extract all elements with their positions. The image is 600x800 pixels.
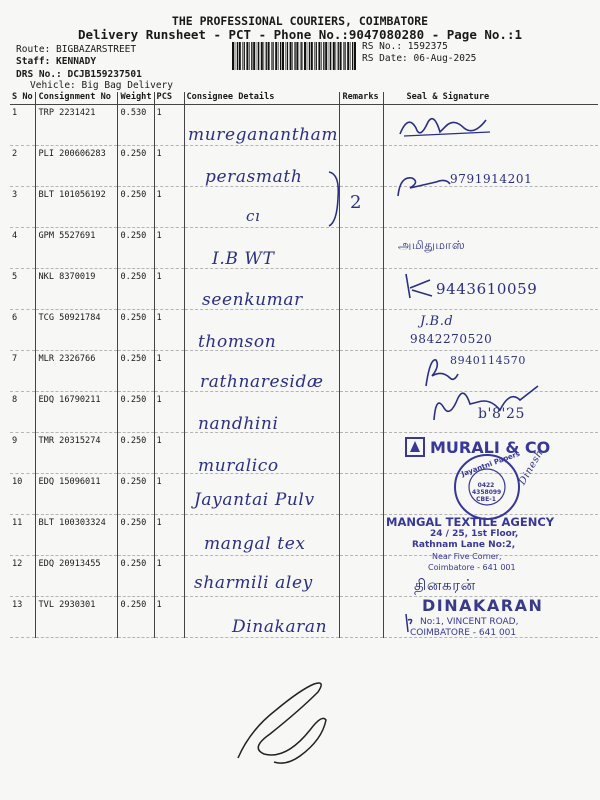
cell-weight: 0.250 [118, 432, 154, 473]
vehicle-label: Vehicle: Big Bag Delivery [30, 80, 173, 91]
handwritten-name: sharmili aley [194, 573, 313, 593]
stamp-dinakaran-title: DINAKARAN [422, 596, 544, 615]
cell-consignment: EDQ 16790211 [36, 391, 118, 432]
phone-number: 9842270520 [410, 332, 493, 346]
cell-sno: 7 [10, 350, 36, 391]
remark-count: 2 [350, 192, 363, 213]
handwritten-name: rathnaresidæ [200, 372, 324, 392]
cell-pcs: 1 [154, 227, 184, 268]
handwritten-name: Jayantai Pulv [194, 490, 315, 510]
cell-sno: 8 [10, 391, 36, 432]
cell-consignment: TVL 2930301 [36, 596, 118, 637]
runsheet-subtitle: Delivery Runsheet - PCT - Phone No.:9047080280 - Page No.:1 [77, 27, 522, 42]
cell-consignment: TCG 50921784 [36, 309, 118, 350]
cell-consignment: BLT 101056192 [36, 186, 118, 227]
cell-consignment: TMR 20315274 [36, 432, 118, 473]
rs-number: RS No.: 1592375 [362, 41, 448, 52]
stamp-dinakaran-address: COIMBATORE - 641 001 [410, 628, 517, 638]
stamp-mangal-address: Coimbatore - 641 001 [428, 563, 516, 572]
cell-remarks [340, 104, 384, 145]
cell-consignment: NKL 8370019 [36, 268, 118, 309]
cell-weight: 0.250 [118, 514, 154, 555]
stamp-mangal-address: Rathnam Lane No:2, [412, 540, 516, 550]
route-label: Route: BIGBAZARSTREET [16, 44, 137, 55]
cell-weight: 0.250 [118, 309, 154, 350]
stamp-jayantni-signature: Dinesh [516, 447, 546, 488]
handwritten-name: perasmath [205, 167, 303, 187]
cell-pcs: 1 [154, 309, 184, 350]
cell-consignment: PLI 200606283 [36, 145, 118, 186]
cell-consignment: TRP 2231421 [36, 104, 118, 145]
stamp-jayantni-ring: Jayantni Papers [460, 449, 522, 479]
handwritten-name: muralico [198, 456, 279, 476]
cell-weight: 0.250 [118, 145, 154, 186]
cell-remarks [340, 391, 384, 432]
cell-sno: 4 [10, 227, 36, 268]
handwritten-name: thomson [198, 332, 277, 352]
table-row [10, 186, 598, 227]
signature-row-3 [394, 170, 454, 200]
table-row [10, 309, 598, 350]
cell-weight: 0.250 [118, 596, 154, 637]
cell-weight: 0.530 [118, 104, 154, 145]
col-consignment: Consignment No [36, 92, 118, 104]
cell-sno: 12 [10, 555, 36, 596]
drs-label: DRS No.: DCJB159237501 [16, 69, 142, 80]
stamp-mangal-title: MANGAL TEXTILE AGENCY [386, 515, 555, 529]
stamp-dinakaran-address: No:1, VINCENT ROAD, [420, 617, 519, 627]
cell-weight: 0.250 [118, 473, 154, 514]
cell-pcs: 1 [154, 432, 184, 473]
cell-consignment: EDQ 15096011 [36, 473, 118, 514]
phone-number: 8940114570 [450, 354, 526, 367]
handwritten-name: cı [246, 207, 261, 225]
cell-sno: 10 [10, 473, 36, 514]
cell-pcs: 1 [154, 596, 184, 637]
cell-remarks [340, 432, 384, 473]
cell-pcs: 1 [154, 145, 184, 186]
cell-sno: 9 [10, 432, 36, 473]
phone-number: 9443610059 [436, 280, 538, 298]
signature-row-1 [394, 110, 494, 144]
cell-consignment: MLR 2326766 [36, 350, 118, 391]
cell-sno: 5 [10, 268, 36, 309]
table-row [10, 227, 598, 268]
stamp-jayantni-center: 0422 4358099 CBE-1 [472, 482, 502, 503]
phone-number: 9791914201 [450, 172, 533, 186]
tamil-signature: தினகரன் [414, 576, 476, 594]
stamp-mangal-address: Near Five Corner, [432, 552, 502, 561]
cell-sno: 11 [10, 514, 36, 555]
signature-row-5 [400, 270, 440, 302]
cell-weight: 0.250 [118, 186, 154, 227]
cell-remarks [340, 596, 384, 637]
handwritten-name: mureganantham [188, 125, 339, 145]
cell-consignment: EDQ 20913455 [36, 555, 118, 596]
initials: J.B.d [420, 314, 454, 329]
cell-remarks [340, 309, 384, 350]
cell-pcs: 1 [154, 473, 184, 514]
cell-sno: 2 [10, 145, 36, 186]
cell-pcs: 1 [154, 514, 184, 555]
handwritten-name: nandhini [198, 414, 279, 434]
barcode-image [232, 42, 356, 70]
col-remarks: Remarks [340, 92, 384, 104]
cell-remarks [340, 350, 384, 391]
col-pcs: PCS [154, 92, 184, 104]
bracket-mark [326, 168, 352, 230]
col-consignee: Consignee Details [184, 92, 340, 104]
cell-pcs: 1 [154, 268, 184, 309]
col-seal-signature: Seal & Signature [384, 92, 598, 104]
col-weight: Weight [118, 92, 154, 104]
cell-sno: 3 [10, 186, 36, 227]
cell-pcs: 1 [154, 350, 184, 391]
cell-remarks [340, 268, 384, 309]
col-sno: S No [10, 92, 36, 104]
company-title: THE PROFESSIONAL COURIERS, COIMBATORE [171, 14, 429, 28]
cell-weight: 0.250 [118, 350, 154, 391]
cell-weight: 0.250 [118, 555, 154, 596]
table-header-row [10, 92, 598, 104]
stamp-mangal-address: 24 / 25, 1st Floor, [430, 529, 519, 539]
handwritten-name: seenkumar [202, 290, 303, 310]
cell-weight: 0.250 [118, 227, 154, 268]
bottom-signature [230, 670, 380, 770]
cell-remarks [340, 227, 384, 268]
rs-date: RS Date: 06-Aug-2025 [362, 53, 477, 64]
cell-consignment: GPM 5527691 [36, 227, 118, 268]
cell-remarks [340, 555, 384, 596]
cell-pcs: 1 [154, 186, 184, 227]
cell-sno: 13 [10, 596, 36, 637]
handwritten-name: Dinakaran [232, 617, 328, 637]
cell-remarks [340, 473, 384, 514]
cell-sno: 6 [10, 309, 36, 350]
cell-weight: 0.250 [118, 268, 154, 309]
cell-consignment: BLT 100303324 [36, 514, 118, 555]
handwritten-name: mangal tex [204, 534, 306, 554]
cell-weight: 0.250 [118, 391, 154, 432]
tamil-signature: அமிதுமாஸ் [398, 238, 466, 252]
handwritten-name: I.B WT [212, 249, 275, 269]
cell-pcs: 1 [154, 104, 184, 145]
stamp-logo-icon [404, 436, 426, 458]
initials: b'8'25 [478, 406, 525, 422]
cell-sno: 1 [10, 104, 36, 145]
cell-pcs: 1 [154, 555, 184, 596]
stamp-murali: MURALI & CO [430, 438, 551, 457]
cell-consignee [184, 186, 340, 227]
cell-pcs: 1 [154, 391, 184, 432]
staff-label: Staff: KENNADY [16, 56, 97, 67]
cell-remarks [340, 514, 384, 555]
